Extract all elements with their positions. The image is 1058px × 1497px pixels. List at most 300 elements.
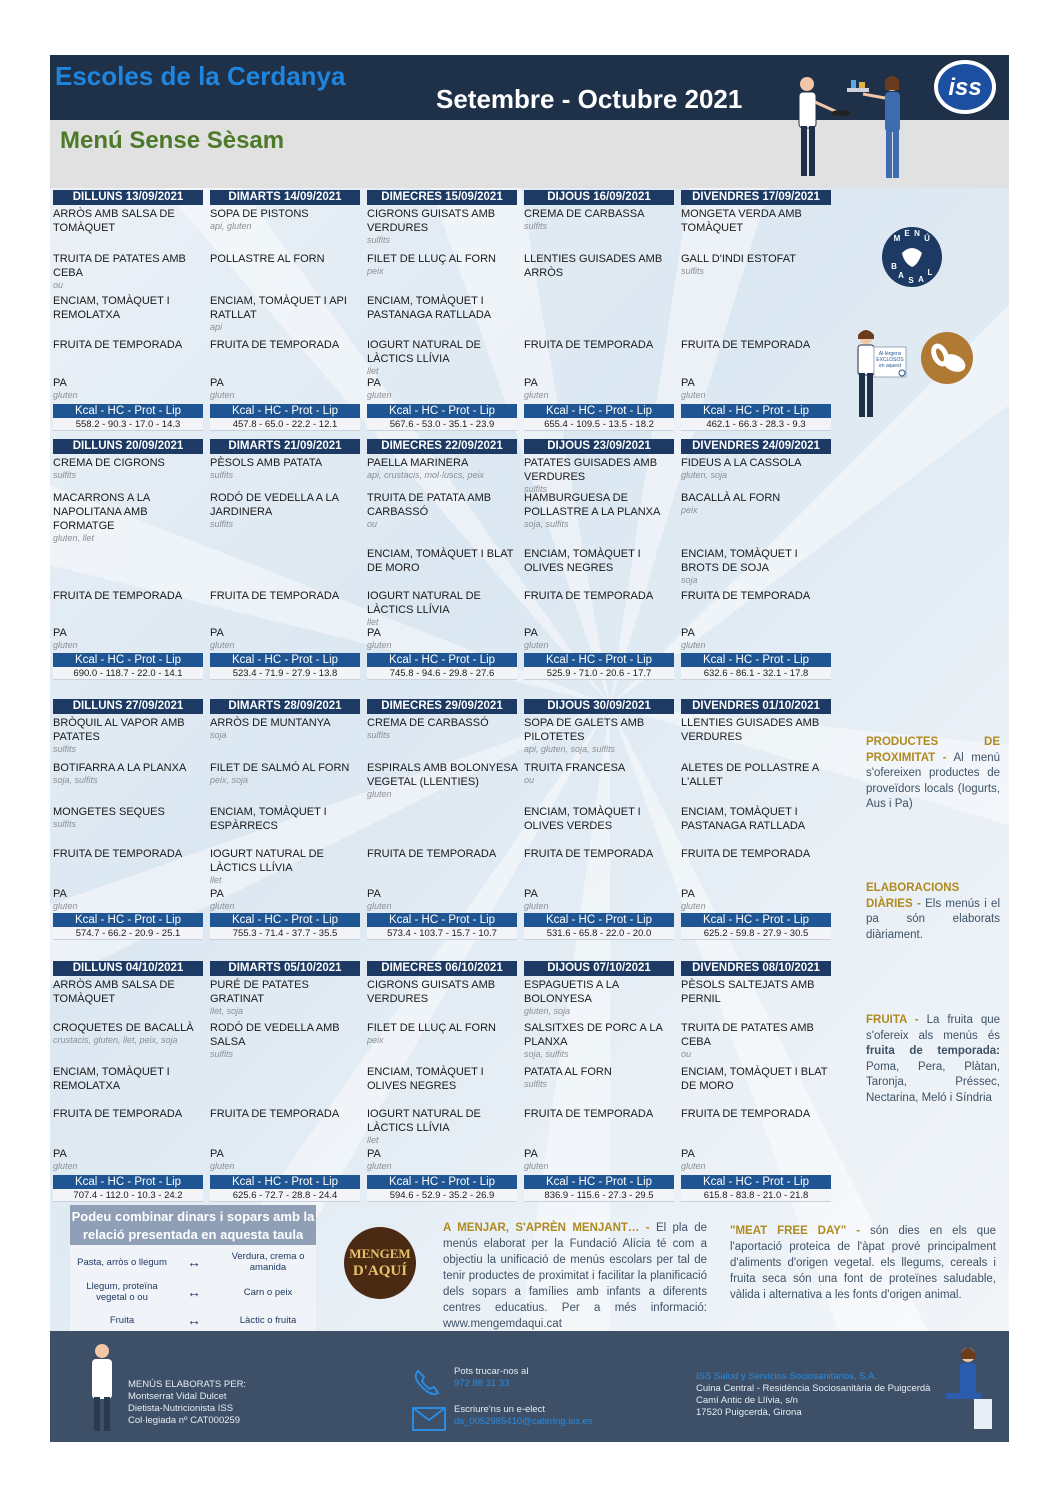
svg-text:L: L (927, 268, 933, 277)
dish-allergens: gluten (367, 1161, 392, 1171)
kcal-values: 558.2 - 90.3 - 17.0 - 14.3 (53, 418, 203, 431)
dish (53, 294, 205, 322)
combination-table (70, 1205, 316, 1331)
dish (524, 887, 676, 912)
phone-number[interactable]: 972 88 31 33 (454, 1378, 510, 1389)
dish-name: PA (210, 888, 224, 900)
combo-left-3: Fruita (109, 1315, 135, 1326)
dish-allergens: gluten (524, 390, 549, 400)
dish-name: PA (367, 627, 381, 639)
dish (524, 847, 676, 861)
day-header: DIVENDRES 01/10/2021 (681, 699, 831, 714)
dish-name: FRUITA DE TEMPORADA (53, 848, 183, 860)
dish (367, 456, 519, 481)
kcal-values: 655.4 - 109.5 - 13.5 - 18.2 (524, 418, 674, 431)
dish (524, 589, 676, 603)
dish-name: SOPA DE GALETS AMB PILOTETES (524, 717, 645, 743)
svg-text:B: B (891, 262, 897, 271)
dish-name: LLENTIES GUISADES AMB ARRÒS (524, 253, 663, 279)
dish-allergens: llet (367, 617, 379, 627)
note-fruita: FRUITA - La fruita que s'ofereix als menús és fruita de temporada: Poma, Pera, Plàtan, Taronja, Préssec, Nectarina, Meló i Síndria (866, 1014, 1001, 1104)
dish (524, 805, 676, 833)
dish (681, 716, 833, 744)
dish-name: ENCIAM, TOMÀQUET I OLIVES VERDES (524, 806, 641, 832)
dish-name: ARRÒS AMB SALSA DE TOMÀQUET (53, 208, 175, 234)
kcal-header: Kcal - HC - Prot - Lip (524, 913, 674, 927)
dish (524, 978, 676, 1017)
dish (210, 626, 362, 651)
dish-allergens: api, gluten (210, 221, 252, 231)
note-elaboracions: ELABORACIONS DIÀRIES - Els menús i el pa són elaborats diàriament. (866, 882, 1000, 941)
day-header: DILLUNS 27/09/2021 (53, 699, 203, 714)
dish-allergens: soja (681, 575, 698, 585)
worker-illustration (938, 1345, 994, 1435)
day-header: DIVENDRES 08/10/2021 (681, 961, 831, 976)
email-block: Escriure'ns un e-elect ds_0052985410@catering.iss.es (454, 1404, 593, 1427)
dish-name: PÈSOLS SALTEJATS AMB PERNIL (681, 979, 815, 1005)
dish-name: FIDEUS A LA CASSOLA (681, 457, 802, 469)
dish-name: FRUITA DE TEMPORADA (681, 339, 811, 351)
dish-allergens: sulfits (524, 1079, 548, 1089)
dish-allergens: sulfits (367, 235, 391, 245)
dish-allergens: peix (367, 266, 384, 276)
dish-name: RODÓ DE VEDELLA AMB SALSA (210, 1022, 340, 1048)
dish-allergens: gluten (367, 789, 392, 799)
company-block: ISS Salud y Servicios Sociosanitarios, S.A. Cuina Central - Residència Sociosanitària de Puigcerdà Camí Antic de Llívia, s/n 17520 Puigcerdà, Girona (696, 1371, 931, 1418)
svg-text:N: N (914, 229, 920, 238)
dish-name: ENCIAM, TOMÀQUET I PASTANAGA RATLLADA (681, 806, 806, 832)
kcal-values: 457.8 - 65.0 - 22.2 - 12.1 (210, 418, 360, 431)
dish (367, 294, 519, 322)
dish (367, 626, 519, 651)
dish-name: ESPIRALS AMB BOLONYESA VEGETAL (LLENTIES) (367, 762, 518, 788)
dish-name: ENCIAM, TOMÀQUET I ESPÀRRECS (210, 806, 327, 832)
dish-name: TRUITA DE PATATES AMB CEBA (53, 253, 186, 279)
dish-name: SALSITXES DE PORC A LA PLANXA (524, 1022, 663, 1048)
dish-allergens: gluten (681, 1161, 706, 1171)
dish-name: SOPA DE PISTONS (210, 208, 309, 220)
dish-name: ENCIAM, TOMÀQUET I REMOLATXA (53, 295, 170, 321)
kcal-values: 573.4 - 103.7 - 15.7 - 10.7 (367, 927, 517, 940)
kcal-header: Kcal - HC - Prot - Lip (367, 1175, 517, 1189)
dish (367, 338, 519, 377)
kcal-values: 707.4 - 112.0 - 10.3 - 24.2 (53, 1189, 203, 1202)
dish (53, 589, 205, 603)
dish-allergens: llet (210, 875, 222, 885)
dish-name: IOGURT NATURAL DE LÀCTICS LLÍVIA (367, 590, 481, 616)
dish-name: IOGURT NATURAL DE LÀCTICS LLÍVIA (367, 339, 481, 365)
dish-name: PURÉ DE PATATES GRATINAT (210, 979, 309, 1005)
kcal-values: 574.7 - 66.2 - 20.9 - 25.1 (53, 927, 203, 940)
dish-allergens: sulfits (53, 744, 77, 754)
kcal-values: 632.6 - 86.1 - 32.1 - 17.8 (681, 667, 831, 680)
kcal-header: Kcal - HC - Prot - Lip (524, 404, 674, 418)
dish (367, 491, 519, 530)
dish-name: GALL D'INDI ESTOFAT (681, 253, 796, 265)
dish (367, 207, 519, 246)
svg-text:D'AQUÍ: D'AQUÍ (352, 1263, 408, 1279)
dish (210, 294, 362, 333)
dish (524, 1021, 676, 1060)
dish (681, 1065, 833, 1093)
dish (681, 626, 833, 651)
day-header: DIJOUS 16/09/2021 (524, 190, 674, 205)
day-header: DIMECRES 06/10/2021 (367, 961, 517, 976)
dish (524, 761, 676, 786)
dish-name: TRUITA FRANCESA (524, 762, 626, 774)
combination-title: Podeu combinar dinars i sopars amb la relació presentada en aquesta taula (70, 1205, 316, 1245)
dish (210, 847, 362, 886)
combo-right-2: Carn o peix (243, 1287, 293, 1298)
dish (681, 491, 833, 516)
mengem-daqui-logo (342, 1225, 418, 1301)
dish-name: PA (524, 888, 538, 900)
dish-name: PAELLA MARINERA (367, 457, 469, 469)
dish (681, 761, 833, 789)
phone-block: Pots trucar-nos al 972 88 31 33 (454, 1366, 529, 1389)
dish (53, 207, 205, 235)
kcal-header: Kcal - HC - Prot - Lip (210, 653, 360, 667)
kcal-values: 525.9 - 71.0 - 20.6 - 17.7 (524, 667, 674, 680)
dish-name: PA (367, 1148, 381, 1160)
svg-text:E: E (904, 229, 910, 238)
dish (53, 1021, 205, 1046)
kcal-values: 594.6 - 52.9 - 35.2 - 26.9 (367, 1189, 517, 1202)
dish (367, 1021, 519, 1046)
dish (681, 252, 833, 277)
dish (524, 376, 676, 401)
dish (524, 252, 676, 280)
dish (524, 626, 676, 651)
dish (367, 978, 519, 1006)
dish (53, 847, 205, 861)
dish (210, 761, 362, 786)
swap-arrow-icon: ↔ (187, 1312, 201, 1328)
dish (681, 805, 833, 833)
dish-name: BOTIFARRA A LA PLANXA (53, 762, 187, 774)
dish-allergens: peix (681, 505, 698, 515)
kcal-values: 690.0 - 118.7 - 22.0 - 14.1 (53, 667, 203, 680)
dish (53, 626, 205, 651)
dish (53, 252, 205, 291)
dish (210, 887, 362, 912)
svg-text:M: M (893, 234, 901, 243)
dish-allergens: gluten (524, 901, 549, 911)
dish-allergens: soja, sulfits (524, 1049, 569, 1059)
kcal-values: 755.3 - 71.4 - 37.7 - 35.5 (210, 927, 360, 940)
dish (53, 1065, 205, 1093)
kcal-values: 523.4 - 71.9 - 27.9 - 13.8 (210, 667, 360, 680)
dish-allergens: ou (367, 519, 378, 529)
dish-allergens: gluten (210, 901, 235, 911)
dish-allergens: ou (681, 1049, 692, 1059)
dish-name: FRUITA DE TEMPORADA (210, 1108, 340, 1120)
dish-name: PA (53, 377, 67, 389)
dish (367, 547, 519, 575)
swap-arrow-icon: ↔ (187, 1284, 201, 1300)
alicia-info: A MENJAR, S'APRÈN MENJANT… - El pla de menús elaborat per la Fundació Alícia té com a objectiu la unificació de menús escolars per tal de tenir productes de proximitat i facilitar la planificació dels sopars a famílies amb infants a diferents centres educatius. Per a més informació: www.mengemdaqui.cat (443, 1222, 707, 1330)
day-header: DIJOUS 23/09/2021 (524, 439, 674, 454)
kcal-header: Kcal - HC - Prot - Lip (681, 404, 831, 418)
dish-allergens: gluten (210, 640, 235, 650)
dish (53, 338, 205, 352)
dish-name: FRUITA DE TEMPORADA (524, 590, 654, 602)
dish-name: HAMBURGUESA DE POLLASTRE A LA PLANXA (524, 492, 661, 518)
dish (210, 1147, 362, 1172)
dish (210, 716, 362, 741)
combo-left-1: Pasta, arròs o llegum (77, 1257, 167, 1268)
svg-text:MENGEM: MENGEM (349, 1246, 411, 1261)
day-header: DIMECRES 15/09/2021 (367, 190, 517, 205)
dish-name: PA (210, 1148, 224, 1160)
dish-allergens: gluten (524, 1161, 549, 1171)
dish-allergens: llet (367, 366, 379, 376)
dish (53, 761, 205, 786)
kcal-values: 625.6 - 72.7 - 28.8 - 24.4 (210, 1189, 360, 1202)
email-address[interactable]: ds_0052985410@catering.iss.es (454, 1416, 593, 1427)
dish (524, 547, 676, 575)
dish-name: BRÒQUIL AL VAPOR AMB PATATES (53, 717, 185, 743)
kcal-header: Kcal - HC - Prot - Lip (210, 404, 360, 418)
dish-name: CREMA DE CARBASSÓ (367, 717, 489, 729)
dish (367, 589, 519, 628)
svg-text:iss: iss (948, 74, 982, 101)
dish (681, 1147, 833, 1172)
dish (524, 456, 676, 495)
day-header: DILLUNS 13/09/2021 (53, 190, 203, 205)
dish-allergens: gluten (53, 390, 78, 400)
kcal-header: Kcal - HC - Prot - Lip (367, 653, 517, 667)
dish-name: FILET DE LLUÇ AL FORN (367, 1022, 496, 1034)
dish-allergens: gluten, soja (681, 470, 728, 480)
dish-name: FRUITA DE TEMPORADA (367, 848, 497, 860)
dish-allergens: ou (53, 280, 64, 290)
dish (210, 491, 362, 530)
day-header: DIMARTS 05/10/2021 (210, 961, 360, 976)
dish-name: PA (53, 888, 67, 900)
kcal-values: 625.2 - 59.8 - 27.9 - 30.5 (681, 927, 831, 940)
dish-name: PA (681, 627, 695, 639)
dish-name: ARRÒS DE MUNTANYA (210, 717, 331, 729)
menu-basal-badge (880, 225, 944, 289)
dish-name: ENCIAM, TOMÀQUET I BLAT DE MORO (681, 1066, 828, 1092)
combo-right-1: Verdura, crema o amanida (231, 1251, 305, 1273)
dish (681, 847, 833, 861)
combo-right-3: Làctic o fruita (239, 1315, 297, 1326)
kcal-values: 462.1 - 66.3 - 28.3 - 9.3 (681, 418, 831, 431)
day-header: DIJOUS 07/10/2021 (524, 961, 674, 976)
dish-allergens: api (210, 322, 223, 332)
dish-name: FRUITA DE TEMPORADA (524, 848, 654, 860)
dish-name: PATATA AL FORN (524, 1066, 612, 1078)
dish-allergens: peix (367, 1035, 384, 1045)
dish (210, 338, 362, 352)
dish (367, 252, 519, 277)
footer (50, 1331, 1009, 1442)
day-header: DIMARTS 14/09/2021 (210, 190, 360, 205)
kcal-header: Kcal - HC - Prot - Lip (53, 653, 203, 667)
dish (681, 1021, 833, 1060)
day-header: DIMECRES 22/09/2021 (367, 439, 517, 454)
dish-name: TRUITA DE PATATES AMB CEBA (681, 1022, 814, 1048)
kcal-header: Kcal - HC - Prot - Lip (210, 913, 360, 927)
elaborated-by: MENÚS ELABORATS PER: Montserrat Vidal Dulcet Dietista-Nutricionista ISS Col·legiada nº CAT000259 (128, 1379, 247, 1426)
dish-name: ALETES DE POLLASTRE A L'ALLET (681, 762, 819, 788)
dish (210, 805, 362, 833)
dish-allergens: sulfits (53, 470, 77, 480)
svg-text:A: A (898, 271, 904, 280)
dish-allergens: api, crustacis, mol·luscs, peix (367, 470, 485, 480)
dish-allergens: sulfits (210, 470, 234, 480)
dish (210, 589, 362, 603)
allergy-girl-illustration: Al·lèrgens EXCLOSOS en aquest (846, 327, 908, 421)
dish (681, 376, 833, 401)
dish-name: PA (367, 377, 381, 389)
dish-name: RODÓ DE VEDELLA A LA JARDINERA (210, 492, 339, 518)
menu-page (50, 55, 1009, 1442)
dish-allergens: gluten (681, 640, 706, 650)
dish-name: IOGURT NATURAL DE LÀCTICS LLÍVIA (367, 1108, 481, 1134)
dish-name: FRUITA DE TEMPORADA (681, 848, 811, 860)
day-header: DILLUNS 20/09/2021 (53, 439, 203, 454)
dish-name: FRUITA DE TEMPORADA (210, 590, 340, 602)
combo-left-2: Llegum, proteïna vegetal o ou (86, 1281, 158, 1303)
dish (367, 376, 519, 401)
dish-allergens: gluten (210, 1161, 235, 1171)
dish-name: PATATES GUISADES AMB VERDURES (524, 457, 658, 483)
dish (367, 847, 519, 861)
dish-name: FILET DE SALMÓ AL FORN (210, 762, 350, 774)
kcal-values: 567.6 - 53.0 - 35.1 - 23.9 (367, 418, 517, 431)
dish-name: MONGETES SEQUES (53, 806, 165, 818)
dish (524, 1065, 676, 1090)
dish-allergens: soja (210, 730, 227, 740)
dish-name: FRUITA DE TEMPORADA (524, 339, 654, 351)
dish-allergens: ou (524, 775, 535, 785)
dish-allergens: gluten (53, 1161, 78, 1171)
dish-name: ENCIAM, TOMÀQUET I PASTANAGA RATLLADA (367, 295, 492, 321)
dish-allergens: gluten (367, 390, 392, 400)
dish (524, 207, 676, 232)
kcal-header: Kcal - HC - Prot - Lip (367, 404, 517, 418)
dish-name: FRUITA DE TEMPORADA (681, 590, 811, 602)
dish (53, 978, 205, 1006)
dish-allergens: gluten (367, 901, 392, 911)
svg-text:S: S (908, 276, 914, 285)
dish-name: FRUITA DE TEMPORADA (681, 1108, 811, 1120)
dish-allergens: sulfits (210, 519, 234, 529)
dish-name: CREMA DE CARBASSA (524, 208, 645, 220)
note-proximitat: PRODUCTES DE PROXIMITAT - Al menú s'ofereixen productes de proveïdors locals (Iogurts, Aus i Pa) (866, 736, 1001, 810)
dish-name: CROQUETES DE BACALLÀ (53, 1022, 194, 1034)
dish (681, 456, 833, 481)
dish-name: FRUITA DE TEMPORADA (53, 1108, 183, 1120)
dish (53, 805, 205, 830)
phone-icon (412, 1369, 444, 1397)
school-name: Escoles de la Cerdanya (55, 61, 346, 91)
day-header: DIMARTS 28/09/2021 (210, 699, 360, 714)
dish-allergens: sulfits (210, 1049, 234, 1059)
svg-text:A: A (918, 275, 924, 284)
kcal-values: 836.9 - 115.6 - 27.3 - 29.5 (524, 1189, 674, 1202)
dish (681, 887, 833, 912)
dish (681, 547, 833, 586)
dish-name: FRUITA DE TEMPORADA (53, 339, 183, 351)
dish-allergens: gluten (367, 640, 392, 650)
dish-name: PA (681, 888, 695, 900)
menu-period: Setembre - Octubre 2021 (436, 84, 743, 114)
dish-name: PA (681, 1148, 695, 1160)
dish-name: CREMA DE CIGRONS (53, 457, 165, 469)
dish (681, 338, 833, 352)
dish (681, 1107, 833, 1121)
dish-name: PA (53, 1148, 67, 1160)
dish-name: PA (53, 627, 67, 639)
dish-name: PA (210, 627, 224, 639)
nutritionist-illustration (82, 1341, 122, 1433)
dish-allergens: crustacis, gluten, llet, peix, soja (53, 1035, 178, 1045)
dish-name: ENCIAM, TOMÀQUET I OLIVES NEGRES (367, 1066, 484, 1092)
dish (210, 978, 362, 1017)
kcal-header: Kcal - HC - Prot - Lip (681, 1175, 831, 1189)
day-header: DIJOUS 30/09/2021 (524, 699, 674, 714)
dish (53, 491, 205, 544)
dish (53, 716, 205, 755)
dish-name: ENCIAM, TOMÀQUET I BLAT DE MORO (367, 548, 514, 574)
kcal-header: Kcal - HC - Prot - Lip (524, 653, 674, 667)
kcal-header: Kcal - HC - Prot - Lip (210, 1175, 360, 1189)
kcal-header: Kcal - HC - Prot - Lip (681, 653, 831, 667)
day-header: DIMARTS 21/09/2021 (210, 439, 360, 454)
dish (524, 338, 676, 352)
dish-allergens: gluten (681, 390, 706, 400)
dish (210, 252, 362, 266)
dish-allergens: sulfits (53, 819, 77, 829)
iss-logo (931, 57, 999, 117)
dish (367, 1147, 519, 1172)
kcal-header: Kcal - HC - Prot - Lip (53, 1175, 203, 1189)
dish-name: TRUITA DE PATATA AMB CARBASSÓ (367, 492, 492, 518)
dish (681, 589, 833, 603)
dish-allergens: sulfits (681, 266, 705, 276)
dish-name: PA (524, 627, 538, 639)
dish-allergens: soja, sulfits (53, 775, 98, 785)
dish-name: FRUITA DE TEMPORADA (524, 1108, 654, 1120)
dish-name: PA (524, 1148, 538, 1160)
dish-name: FRUITA DE TEMPORADA (210, 339, 340, 351)
dish (53, 376, 205, 401)
meat-free-day-info: "MEAT FREE DAY" - són dies en els que l'aportació proteica de l'àpat prové principalment d'aliments d'origen vegetal. els llegums, cereals i fruita seca són una font de proteïnes saludable, vàlida i alternativa a les fonts d'origen animal. (730, 1225, 996, 1301)
dish (210, 207, 362, 232)
day-header: DIVENDRES 24/09/2021 (681, 439, 831, 454)
kcal-values: 531.6 - 65.8 - 22.0 - 20.0 (524, 927, 674, 940)
dish (367, 887, 519, 912)
kcal-header: Kcal - HC - Prot - Lip (53, 913, 203, 927)
dish-allergens: gluten (53, 640, 78, 650)
dish-name: POLLASTRE AL FORN (210, 253, 325, 265)
dish-allergens: llet, soja (210, 1006, 244, 1016)
dish-allergens: sulfits (524, 484, 548, 494)
dish-name: ENCIAM, TOMÀQUET I BROTS DE SOJA (681, 548, 798, 574)
dish (367, 1107, 519, 1146)
dish (367, 1065, 519, 1093)
dish-allergens: soja, sulfits (524, 519, 569, 529)
dish-allergens: sulfits (524, 221, 548, 231)
dish-name: PA (524, 377, 538, 389)
dish (53, 887, 205, 912)
kcal-values: 615.8 - 83.8 - 21.0 - 21.8 (681, 1189, 831, 1202)
dish-name: ENCIAM, TOMÀQUET I OLIVES NEGRES (524, 548, 641, 574)
